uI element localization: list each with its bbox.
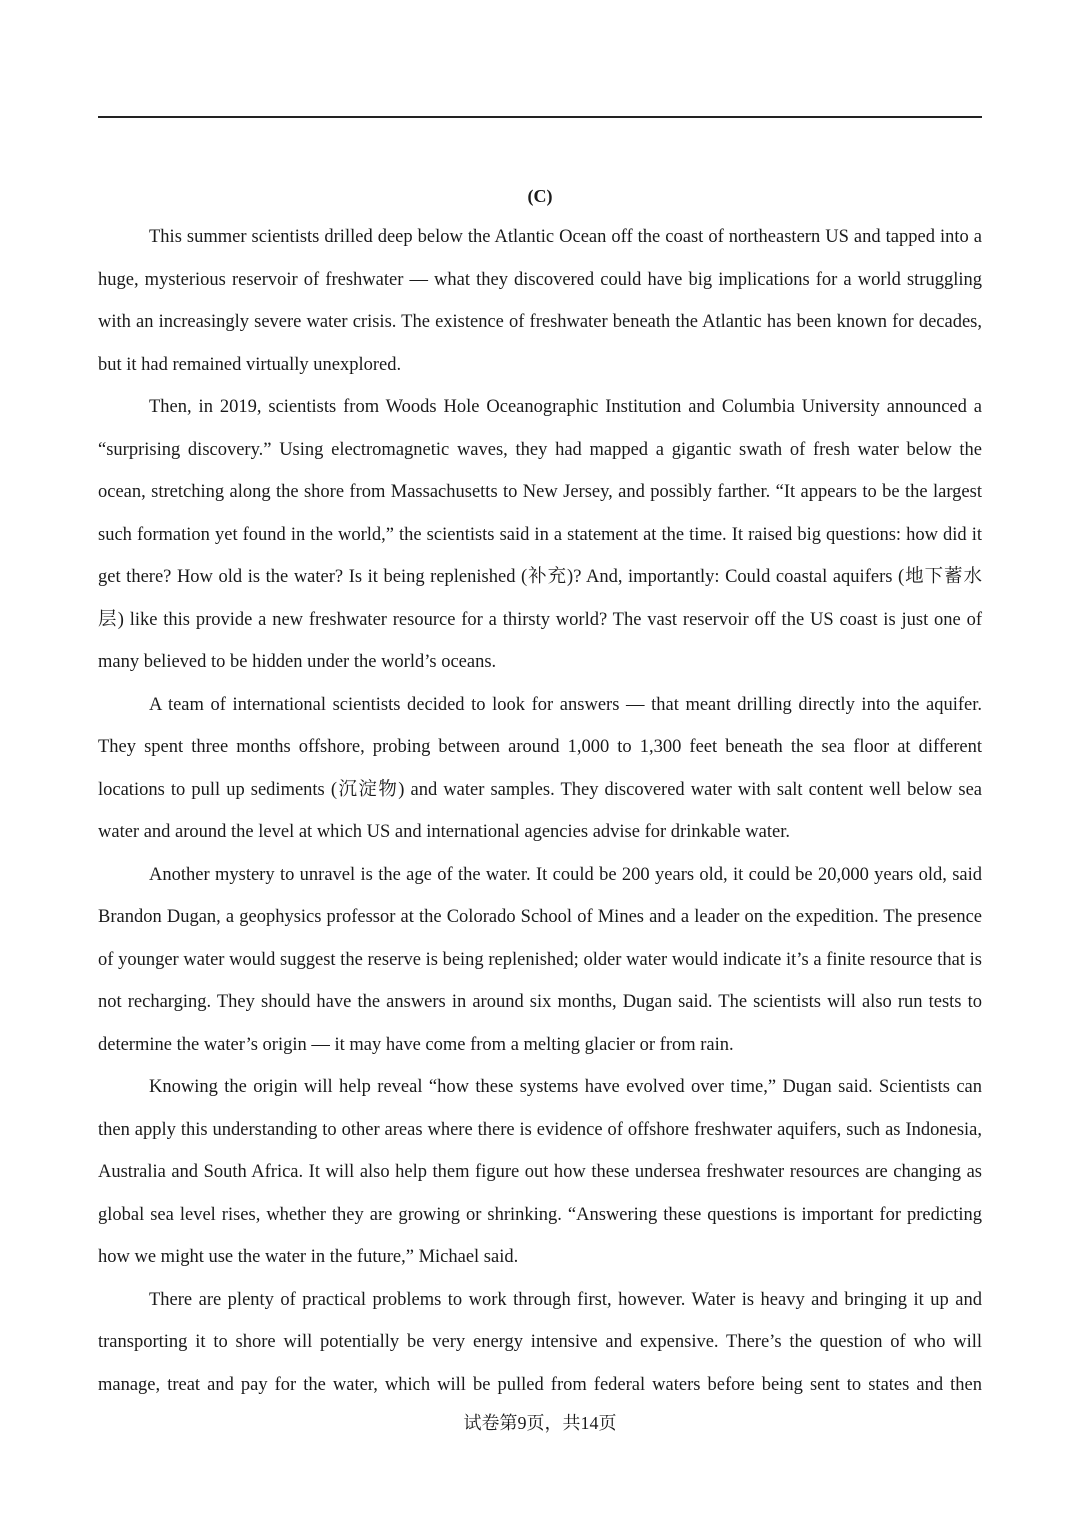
paragraph-6: There are plenty of practical problems to work through first, however. Water is heavy and bringing it up and transporting it to shore will potentially be very energy intensive and expensive. There’s the question of who will manage, treat and pay for the water, which will be pulled from federal waters before being sent to states and then [98, 1289, 982, 1395]
page-number-footer: 试卷第9页，共14页 [463, 1413, 617, 1433]
article-body [98, 216, 982, 1406]
header-rule [98, 116, 982, 118]
paragraph-3: A team of international scientists decided to look for answers — that meant drilling directly into the aquifer. They spent three months offshore, probing between around 1,000 to 1,300 feet beneath the sea floor at different locations to pull up sediments (沉淀物) and water samples. They discovered water with salt content well below sea water and around the level at which US and international agencies advise for drinkable water. [98, 694, 982, 842]
paragraph-4: Another mystery to unravel is the age of the water. It could be 200 years old, it could be 20,000 years old, said Brandon Dugan, a geophysics professor at the Colorado School of Mines and a leader on the expedition. The presence of younger water would suggest the reserve is being replenished; older water would indicate it’s a finite resource that is not recharging. They should have the answers in around six months, Dugan said. The scientists will also run tests to determine the water’s origin — it may have come from a melting glacier or from rain. [98, 864, 982, 1055]
paragraph-2: Then, in 2019, scientists from Woods Hole Oceanographic Institution and Columbia University announced a “surprising discovery.” Using electromagnetic waves, they had mapped a gigantic swath of fresh water below the ocean, stretching along the shore from Massachusetts to New Jersey, and possibly farther. “It appears to be the largest such formation yet found in the world,” the scientists said in a statement at the time. It raised big questions: how did it get there? How old is the water? Is it being replenished (补充)? And, importantly: Could coastal aquifers (地下蓄水层) like this provide a new freshwater resource for a thirsty world? The vast reservoir off the US coast is just one of many believed to be hidden under the world’s oceans. [98, 397, 982, 672]
section-title: (C) [527, 186, 553, 206]
paragraph-1: This summer scientists drilled deep below the Atlantic Ocean off the coast of northeastern US and tapped into a huge, mysterious reservoir of freshwater — what they discovered could have big implications for a world struggling with an increasingly severe water crisis. The existence of freshwater beneath the Atlantic has been known for decades, but it had remained virtually unexplored. [98, 227, 982, 375]
paragraph-5: Knowing the origin will help reveal “how these systems have evolved over time,” Dugan said. Scientists can then apply this understanding to other areas where there is evidence of offshore freshwater aquifers, such as Indonesia, Australia and South Africa. It will also help them figure out how these undersea freshwater resources are changing as global sea level rises, whether they are growing or shrinking. “Answering these questions is important for predicting how we might use the water in the future,” Michael said. [98, 1077, 982, 1267]
